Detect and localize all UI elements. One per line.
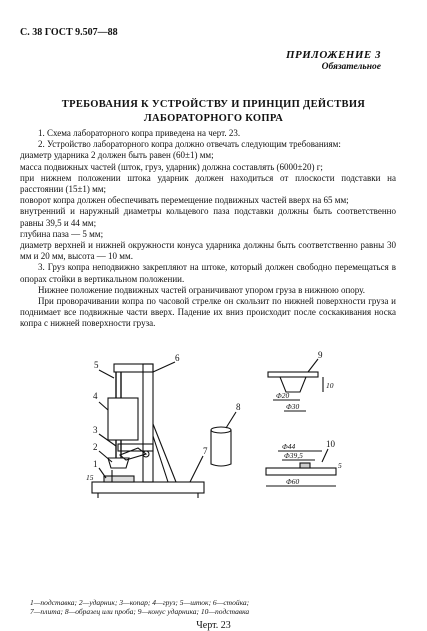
part-number: 3 xyxy=(93,425,98,435)
leader-line xyxy=(99,468,106,478)
appendix-block xyxy=(286,49,381,72)
part-number: 8 xyxy=(236,402,241,412)
paragraph: Нижнее положение подвижных частей ограничивают упором груза в нижнюю опору. xyxy=(38,284,366,295)
part-number: 2 xyxy=(93,442,98,452)
figure-legend xyxy=(30,598,400,616)
legend-line: 1—подставка; 2—ударник; 3—копар; 4—груз; 5—шток; 6—стойка; xyxy=(30,598,250,607)
paragraph: 3. Груз копра неподвижно закрепляют на штоке, который должен свободно перемещаться в опорах стойки в вертикальном положении. xyxy=(20,262,396,284)
appendix-title: ПРИЛОЖЕНИЕ 3 xyxy=(285,49,381,61)
paragraph: глубина паза — 5 мм; xyxy=(20,228,104,239)
dimension-label: 5 xyxy=(338,461,342,470)
part-number: 4 xyxy=(93,391,98,401)
cone-top-plate xyxy=(268,372,318,377)
dimension-label: Φ60 xyxy=(286,477,300,486)
paragraph: внутренний и наружный диаметры кольцевого паза подставки должны быть соответственно равны 39,5 и 44 мм; xyxy=(20,206,396,228)
paragraph: масса подвижных частей (шток, груз, ударник) должна составлять (6000±20) г; xyxy=(20,161,323,172)
dimension-label: Φ44 xyxy=(282,442,296,451)
dimension-label: 15 xyxy=(86,473,94,482)
part-number: 9 xyxy=(318,350,323,360)
upper-arm xyxy=(114,364,153,372)
dimension-label: 10 xyxy=(326,381,334,390)
leader-line xyxy=(226,412,236,428)
dimension-label: Φ39,5 xyxy=(284,451,303,460)
specimen-body xyxy=(211,430,231,466)
support-detail xyxy=(266,468,336,475)
paragraph: 2. Устройство лабораторного копра должно отвечать следующим требованиям: xyxy=(38,139,341,150)
specimen-top xyxy=(211,427,231,433)
leader-line xyxy=(99,451,112,462)
specimen-support xyxy=(104,476,134,482)
paragraph: При проворачивании копра по часовой стрелке он скользит по нижней поверхности груза и поднимает все подвижные части вверх. Падение их вниз происходит после соскакивания носка копра с нижней поверхности груза. xyxy=(20,296,396,329)
part-number: 6 xyxy=(175,353,180,363)
body-text xyxy=(20,128,396,330)
leader-line xyxy=(99,370,114,378)
paragraph: диаметр верхней и нижней окружности конуса ударника должны быть соответственно равны 30 мм и 20 мм, высота — 10 мм. xyxy=(20,240,396,262)
part-number: 5 xyxy=(94,360,99,370)
leader-line xyxy=(190,456,203,482)
figure-caption: Черт. 23 xyxy=(196,620,231,631)
lower-support xyxy=(118,444,153,451)
weight-block xyxy=(108,398,138,440)
leader-line xyxy=(99,402,108,410)
stand-column xyxy=(143,364,153,482)
section-title-line-1: ТРЕБОВАНИЯ К УСТРОЙСТВУ И ПРИНЦИП ДЕЙСТВИЯ xyxy=(61,99,366,110)
part-number: 7 xyxy=(203,446,208,456)
support-groove xyxy=(300,463,310,468)
figure-23-drawing xyxy=(0,350,427,595)
paragraph: 1. Схема лабораторного копра приведена на черт. 23. xyxy=(38,128,241,138)
section-title xyxy=(40,98,387,126)
paragraph: при нижнем положении штока ударник должен находиться от плоскости подставки на расстоянии (15±1) мм; xyxy=(20,172,396,195)
leader-line xyxy=(153,362,175,372)
part-number: 1 xyxy=(93,459,98,469)
page-header: С. 38 ГОСТ 9.507—88 xyxy=(20,27,118,38)
dimension-label: Φ20 xyxy=(276,391,290,400)
appendix-subtitle: Обязательное xyxy=(321,62,381,72)
paragraph: поворот копра должен обеспечивать перемещение подвижных частей вверх на 65 мм; xyxy=(20,195,349,206)
leader-line xyxy=(308,359,318,372)
dimension-label: Φ30 xyxy=(286,402,300,411)
base-plate xyxy=(92,482,204,493)
stand-brace xyxy=(153,424,176,482)
part-number: 10 xyxy=(326,439,335,449)
paragraph: диаметр ударника 2 должен быть равен (60±1) мм; xyxy=(20,150,214,161)
leader-line xyxy=(322,449,328,462)
legend-line: 7—плита; 8—образец или проба; 9—конус ударника; 10—подставка xyxy=(30,607,250,616)
striker-cone xyxy=(280,377,306,392)
section-title-line-2: ЛАБОРАТОРНОГО КОПРА xyxy=(143,113,284,124)
